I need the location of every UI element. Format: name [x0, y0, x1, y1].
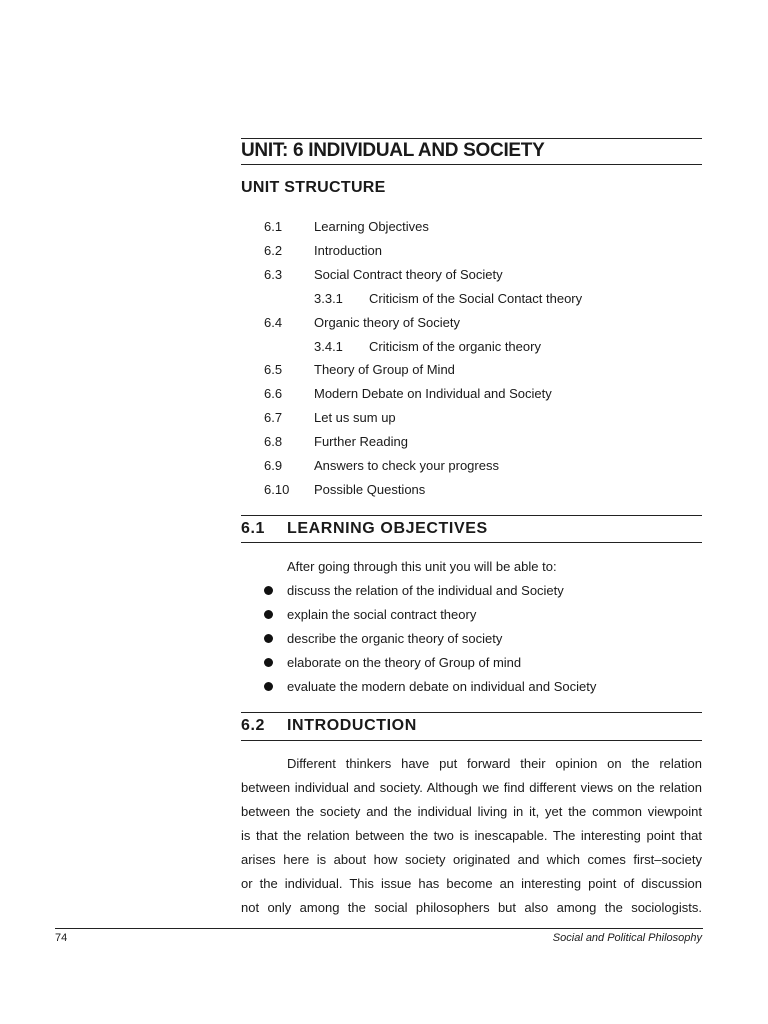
section-number: 6.2: [241, 717, 266, 734]
toc-item-text: Social Contract theory of Society: [314, 267, 503, 282]
unit-title: UNIT: 6 INDIVIDUAL AND SOCIETY: [241, 140, 545, 161]
toc-item-number: 6.9: [264, 458, 283, 473]
toc-item-text: Criticism of the organic theory: [369, 339, 541, 354]
toc-item-text: Further Reading: [314, 434, 408, 449]
toc-item-number: 3.4.1: [314, 339, 343, 354]
unit-structure-heading: UNIT STRUCTURE: [241, 179, 386, 196]
toc-item-text: Learning Objectives: [314, 219, 429, 234]
bullet-icon: [264, 586, 273, 595]
title-bottom-rule: [241, 164, 702, 165]
section-title: INTRODUCTION: [287, 717, 417, 734]
toc-item-number: 6.1: [264, 219, 283, 234]
section-2-bottom-rule: [241, 740, 702, 741]
toc-item-text: Let us sum up: [314, 410, 396, 425]
bullet-icon: [264, 610, 273, 619]
objective-text: elaborate on the theory of Group of mind: [287, 655, 522, 670]
toc-item-number: 6.4: [264, 315, 283, 330]
toc-item-text: Modern Debate on Individual and Society: [314, 386, 552, 401]
paragraph-line: or the individual. This issue has become an interesting point of discussion: [241, 876, 702, 891]
paragraph-line: Different thinkers have put forward their opinion on the relation: [287, 756, 702, 771]
toc-item-number: 6.2: [264, 243, 283, 258]
book-title: Social and Political Philosophy: [552, 932, 702, 944]
toc-item-number: 6.8: [264, 434, 283, 449]
toc-item-text: Organic theory of Society: [314, 315, 460, 330]
paragraph-line: between individual and society. Although we find different views on the relation: [241, 780, 702, 795]
paragraph-line: is that the relation between the two is inescapable. The interesting point that: [241, 828, 702, 843]
toc-item-text: Answers to check your progress: [314, 458, 499, 473]
toc-item-text: Introduction: [314, 243, 382, 258]
bullet-icon: [264, 682, 273, 691]
section-1-top-rule: [241, 515, 702, 516]
paragraph-line: not only among the social philosophers but also among the sociologists.: [241, 900, 702, 915]
section-number: 6.1: [241, 520, 266, 537]
paragraph-line: arises here is about how society originated and which comes first–society: [241, 852, 702, 867]
section-1-bottom-rule: [241, 542, 702, 543]
introduction-paragraph: [241, 752, 702, 920]
toc-item-number: 6.6: [264, 386, 283, 401]
objective-text: discuss the relation of the individual and Society: [287, 583, 564, 598]
toc-item-number: 6.7: [264, 410, 283, 425]
section-title: LEARNING OBJECTIVES: [287, 520, 488, 537]
toc-item-text: Possible Questions: [314, 482, 426, 497]
paragraph-line: between the society and the individual living in it, yet the common viewpoint: [241, 804, 702, 819]
toc-item-number: 6.3: [264, 267, 283, 282]
page-number: 74: [55, 932, 68, 944]
objective-text: explain the social contract theory: [287, 607, 477, 622]
toc-item-number: 6.5: [264, 362, 283, 377]
objectives-intro: After going through this unit you will be able to:: [287, 559, 557, 574]
toc-item-number: 3.3.1: [314, 291, 343, 306]
toc-item-text: Criticism of the Social Contact theory: [369, 291, 583, 306]
section-2-top-rule: [241, 712, 702, 713]
toc-item-number: 6.10: [264, 482, 290, 497]
objective-text: evaluate the modern debate on individual and Society: [287, 679, 597, 694]
footer-rule: [55, 928, 703, 929]
title-top-rule: [241, 138, 702, 139]
objective-text: describe the organic theory of society: [287, 631, 503, 646]
toc-item-text: Theory of Group of Mind: [314, 362, 455, 377]
bullet-icon: [264, 658, 273, 667]
bullet-icon: [264, 634, 273, 643]
